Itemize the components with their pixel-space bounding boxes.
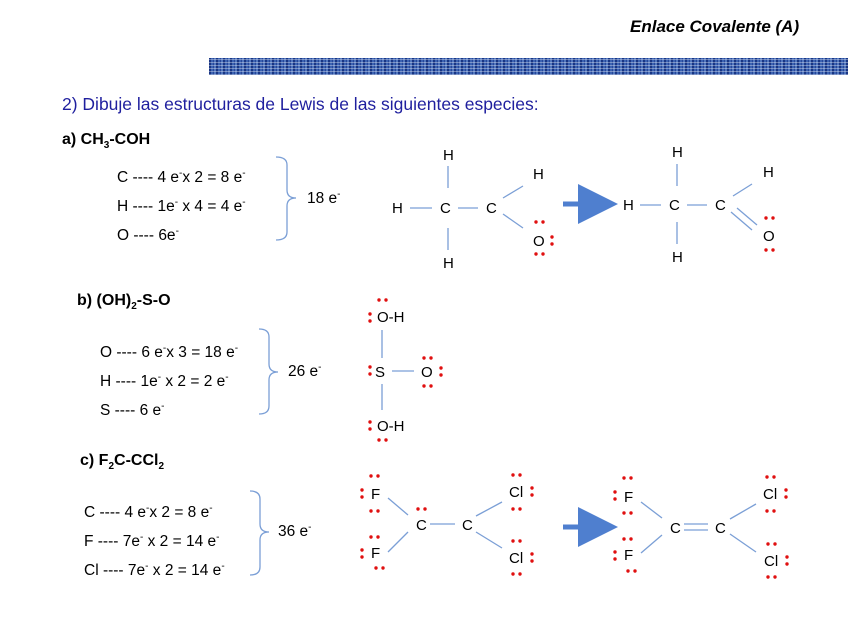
atom-o: O <box>763 228 775 245</box>
atom-cl: Cl <box>763 486 778 503</box>
bonds-a-right <box>640 164 757 244</box>
atom-f: F <box>624 547 634 564</box>
atom-h: H <box>623 197 634 214</box>
molecule-c-left <box>371 484 523 567</box>
molecule-b <box>375 309 433 435</box>
count-line: S ---- 6 e- <box>100 401 165 420</box>
brace-a <box>276 157 296 240</box>
part-c-total: 36 e- <box>278 522 312 541</box>
count-line: C ---- 4 e-x 2 = 8 e- <box>117 168 246 187</box>
atom-cl: Cl <box>509 550 524 567</box>
atom-h: H <box>672 249 683 266</box>
atom-h: H <box>443 255 454 272</box>
atom-h: H <box>443 147 454 164</box>
atom-cl: Cl <box>764 553 779 570</box>
atom-h: H <box>533 166 544 183</box>
molecule-c-right <box>624 486 778 570</box>
bonds-c-right <box>641 502 756 553</box>
count-line: O ---- 6e- <box>117 226 179 245</box>
atom-f: F <box>371 545 381 562</box>
atom-f: F <box>624 489 634 506</box>
atom-c: C <box>462 517 473 534</box>
bonds-b <box>382 330 414 410</box>
atom-c: C <box>715 197 726 214</box>
part-b-label: b) $(OH)_2-S-O$ <box>77 292 171 313</box>
brace-c <box>250 491 269 575</box>
part-a-total: 18 e- <box>307 189 341 208</box>
brace-b <box>259 329 278 414</box>
atom-h: H <box>392 200 403 217</box>
count-line: H ---- 1e- x 2 = 2 e- <box>100 372 229 391</box>
bonds-c-left <box>388 498 502 552</box>
atom-s: S <box>375 364 386 381</box>
atom-cl: Cl <box>509 484 524 501</box>
atom-c: C <box>416 517 427 534</box>
atom-o: O <box>421 364 433 381</box>
question-text: 2) Dibuje las estructuras de Lewis de las siguientes especies: <box>62 94 539 114</box>
atom-c: C <box>715 520 726 537</box>
molecule-a-left <box>392 147 545 272</box>
count-line: F ---- 7e- x 2 = 14 e- <box>84 532 220 551</box>
count-line: H ---- 1e- x 4 = 4 e- <box>117 197 246 216</box>
atom-f: F <box>371 486 381 503</box>
part-c-label: c) $F_2C-CCl_2$ <box>80 452 165 473</box>
atom-c: C <box>669 197 680 214</box>
count-line: O ---- 6 e-x 3 = 18 e- <box>100 343 239 362</box>
bonds-a-left <box>410 166 523 250</box>
atom-o: O <box>533 233 545 250</box>
atom-oh: O-H <box>377 309 405 326</box>
count-line: Cl ---- 7e- x 2 = 14 e- <box>84 561 225 580</box>
atom-c: C <box>440 200 451 217</box>
count-line: C ---- 4 e-x 2 = 8 e- <box>84 503 213 522</box>
atom-h: H <box>672 144 683 161</box>
braces <box>250 157 296 575</box>
atom-h: H <box>763 164 774 181</box>
atom-c: C <box>486 200 497 217</box>
atom-oh: O-H <box>377 418 405 435</box>
atom-c: C <box>670 520 681 537</box>
part-b-total: 26 e- <box>288 362 322 381</box>
page-title: Enlace Covalente (A) <box>630 17 800 36</box>
part-a-label: a) $CH_3$-COH <box>62 131 151 152</box>
